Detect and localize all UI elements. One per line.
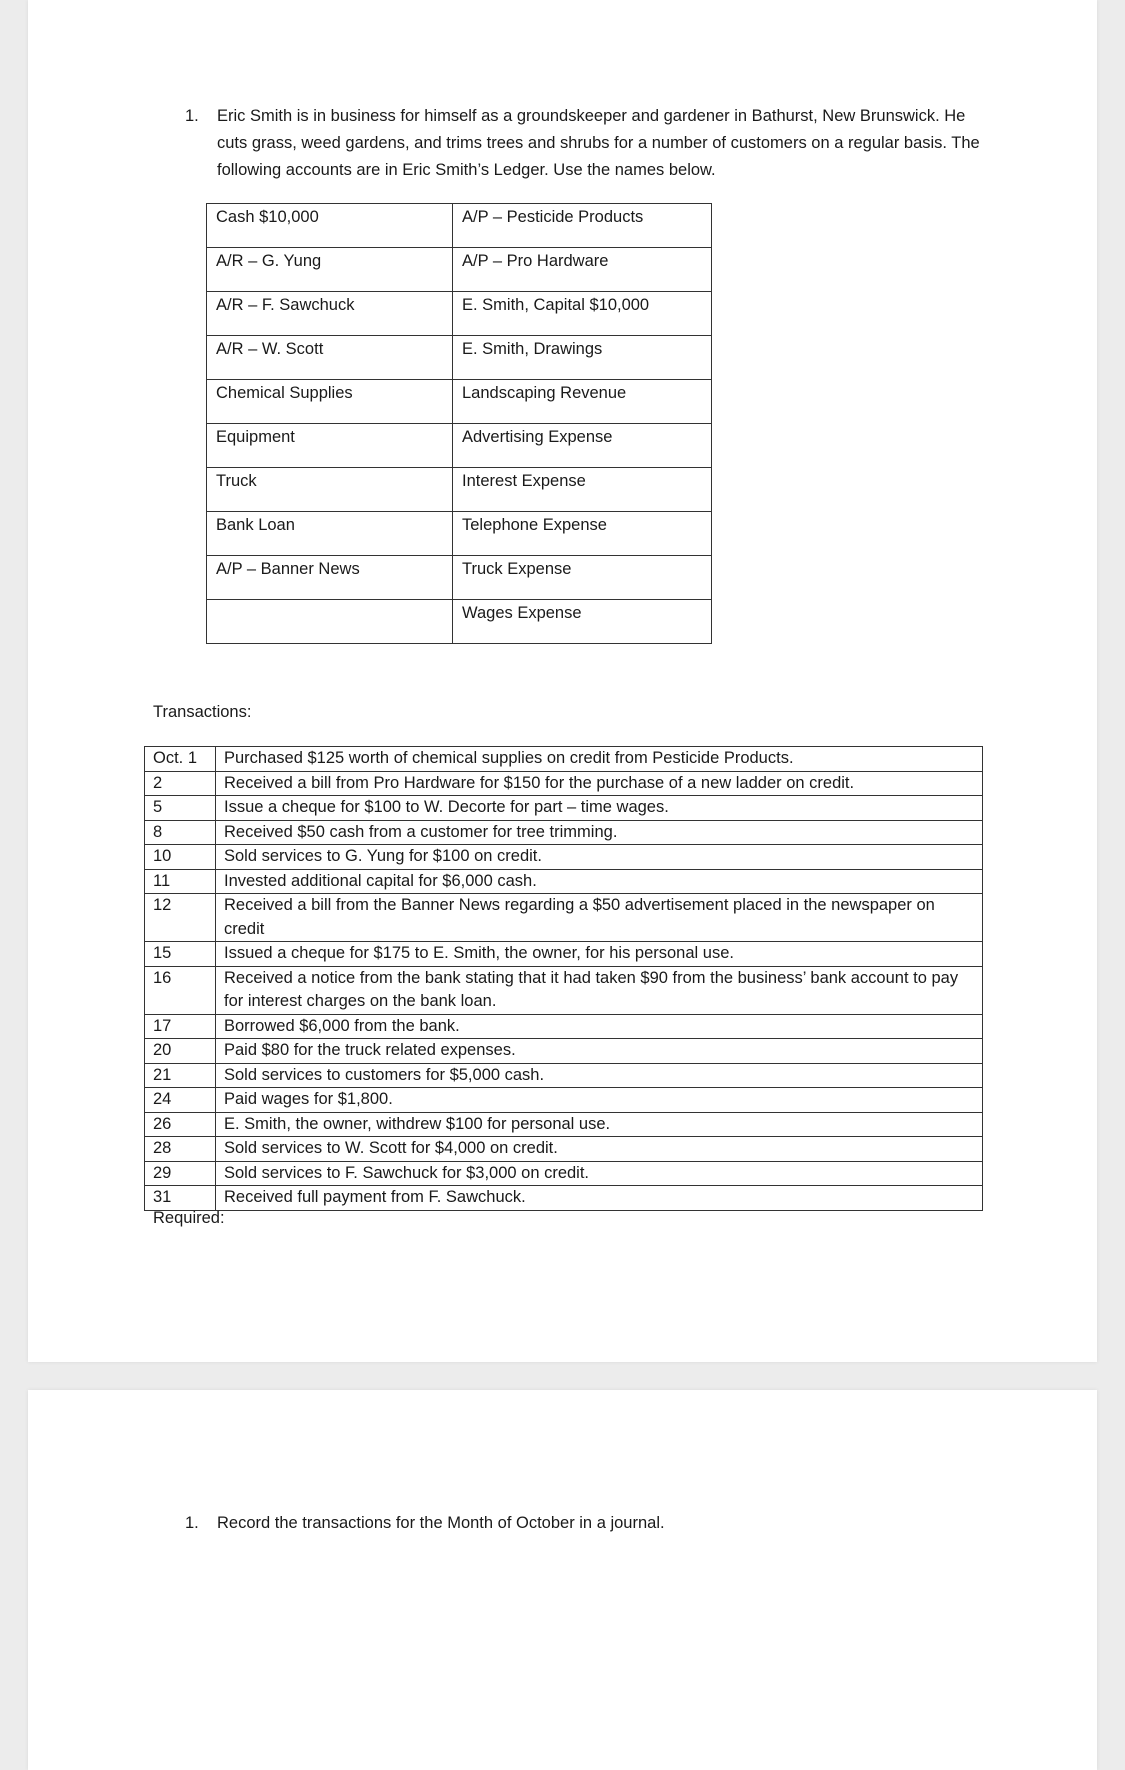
- transaction-description: Sold services to F. Sawchuck for $3,000 on credit.: [216, 1161, 983, 1186]
- account-name: A/R – W. Scott: [207, 336, 453, 380]
- account-name: E. Smith, Drawings: [453, 336, 712, 380]
- document-page-2: [28, 1390, 1097, 1770]
- transaction-description: Received a bill from Pro Hardware for $150 for the purchase of a new ladder on credit.: [216, 771, 983, 796]
- account-row: [207, 292, 712, 336]
- account-name: Landscaping Revenue: [453, 380, 712, 424]
- transactions-heading: Transactions:: [153, 703, 252, 721]
- transaction-date: 20: [145, 1039, 216, 1064]
- account-row: [207, 468, 712, 512]
- account-name: A/P – Pro Hardware: [453, 248, 712, 292]
- transaction-description: Received a notice from the bank stating that it had taken $90 from the business’ bank account to pay for interest charges on the bank loan.: [216, 966, 983, 1014]
- transaction-description: Sold services to G. Yung for $100 on credit.: [216, 845, 983, 870]
- transaction-date: 31: [145, 1186, 216, 1211]
- account-name: Telephone Expense: [453, 512, 712, 556]
- transaction-row: [145, 894, 983, 942]
- transaction-description: Received $50 cash from a customer for tree trimming.: [216, 820, 983, 845]
- transaction-date: 15: [145, 942, 216, 967]
- transaction-row: [145, 966, 983, 1014]
- transaction-row: [145, 845, 983, 870]
- account-row: [207, 336, 712, 380]
- transaction-description: Issue a cheque for $100 to W. Decorte for part – time wages.: [216, 796, 983, 821]
- transaction-description: E. Smith, the owner, withdrew $100 for personal use.: [216, 1112, 983, 1137]
- account-row: [207, 380, 712, 424]
- account-row: [207, 556, 712, 600]
- transaction-date: 12: [145, 894, 216, 942]
- account-row: [207, 204, 712, 248]
- transaction-row: [145, 1112, 983, 1137]
- account-row: [207, 424, 712, 468]
- transaction-row: [145, 820, 983, 845]
- transaction-date: 11: [145, 869, 216, 894]
- transaction-date: 21: [145, 1063, 216, 1088]
- transaction-description: Purchased $125 worth of chemical supplies on credit from Pesticide Products.: [216, 747, 983, 772]
- account-name: Truck Expense: [453, 556, 712, 600]
- account-name: Equipment: [207, 424, 453, 468]
- transaction-description: Borrowed $6,000 from the bank.: [216, 1014, 983, 1039]
- account-name: [207, 600, 453, 644]
- transaction-description: Paid $80 for the truck related expenses.: [216, 1039, 983, 1064]
- account-row: [207, 512, 712, 556]
- transaction-row: [145, 1014, 983, 1039]
- account-name: Truck: [207, 468, 453, 512]
- transaction-row: [145, 869, 983, 894]
- question-number: 1.: [185, 1514, 199, 1532]
- transaction-date: 26: [145, 1112, 216, 1137]
- transaction-description: Received a bill from the Banner News regarding a $50 advertisement placed in the newspaper on credit: [216, 894, 983, 942]
- account-name: Wages Expense: [453, 600, 712, 644]
- account-name: E. Smith, Capital $10,000: [453, 292, 712, 336]
- accounts-table: [206, 203, 712, 644]
- transaction-row: [145, 942, 983, 967]
- transaction-date: 10: [145, 845, 216, 870]
- transactions-table: [144, 746, 983, 1211]
- transaction-description: Received full payment from F. Sawchuck.: [216, 1186, 983, 1211]
- transaction-date: 2: [145, 771, 216, 796]
- account-name: A/R – F. Sawchuck: [207, 292, 453, 336]
- transaction-description: Sold services to W. Scott for $4,000 on credit.: [216, 1137, 983, 1162]
- account-name: Interest Expense: [453, 468, 712, 512]
- account-name: A/R – G. Yung: [207, 248, 453, 292]
- question-2: [185, 1514, 665, 1533]
- transaction-row: [145, 771, 983, 796]
- question-1: [185, 103, 985, 184]
- transaction-date: 28: [145, 1137, 216, 1162]
- transaction-description: Invested additional capital for $6,000 cash.: [216, 869, 983, 894]
- question-number: 1.: [185, 107, 199, 125]
- transaction-date: 29: [145, 1161, 216, 1186]
- transaction-date: 5: [145, 796, 216, 821]
- transaction-row: [145, 796, 983, 821]
- transaction-date: 24: [145, 1088, 216, 1113]
- transaction-row: [145, 1161, 983, 1186]
- question-text: Eric Smith is in business for himself as a groundskeeper and gardener in Bathurst, New Brunswick. He cuts grass, weed gardens, and trims trees and shrubs for a number of customers on a regular basis. The following accounts are in Eric Smith’s Ledger. Use the names below.: [217, 107, 980, 179]
- transaction-row: [145, 1137, 983, 1162]
- transaction-date: Oct. 1: [145, 747, 216, 772]
- account-name: Cash $10,000: [207, 204, 453, 248]
- transaction-row: [145, 1039, 983, 1064]
- account-row: [207, 248, 712, 292]
- account-name: Chemical Supplies: [207, 380, 453, 424]
- account-row: [207, 600, 712, 644]
- transaction-row: [145, 1088, 983, 1113]
- transaction-row: [145, 1186, 983, 1211]
- transaction-date: 16: [145, 966, 216, 1014]
- question-text: Record the transactions for the Month of October in a journal.: [217, 1514, 665, 1532]
- account-name: A/P – Pesticide Products: [453, 204, 712, 248]
- account-name: A/P – Banner News: [207, 556, 453, 600]
- transaction-row: [145, 747, 983, 772]
- document-page-1: [28, 0, 1097, 1362]
- transaction-date: 8: [145, 820, 216, 845]
- transaction-description: Issued a cheque for $175 to E. Smith, the owner, for his personal use.: [216, 942, 983, 967]
- transaction-date: 17: [145, 1014, 216, 1039]
- account-name: Advertising Expense: [453, 424, 712, 468]
- transaction-description: Paid wages for $1,800.: [216, 1088, 983, 1113]
- account-name: Bank Loan: [207, 512, 453, 556]
- required-label: Required:: [153, 1209, 225, 1227]
- transaction-row: [145, 1063, 983, 1088]
- transaction-description: Sold services to customers for $5,000 cash.: [216, 1063, 983, 1088]
